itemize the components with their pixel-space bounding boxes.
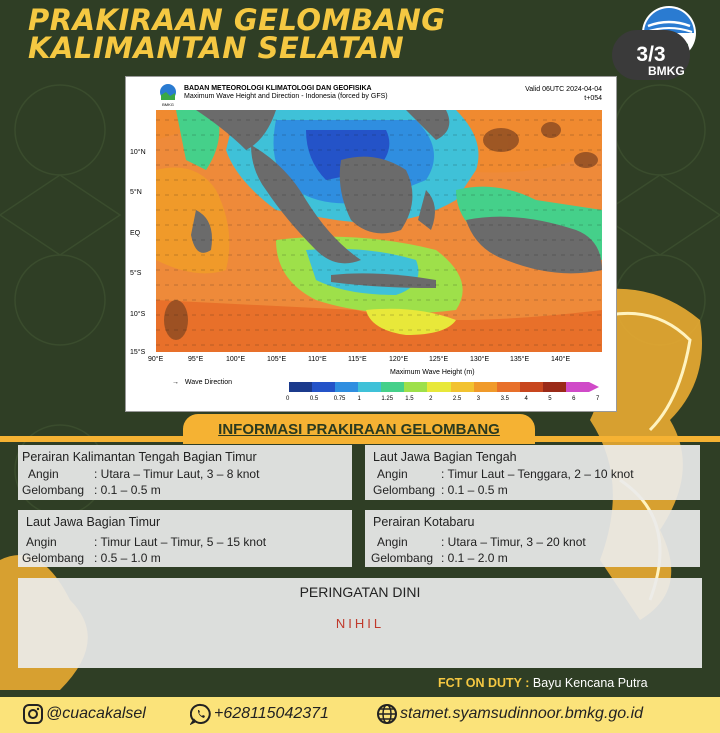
colorbar-segment <box>404 382 427 392</box>
lat-label: 10°S <box>130 311 146 318</box>
colorbar-tick-label: 6 <box>572 396 576 402</box>
page-indicator: 3/3 <box>612 30 690 80</box>
map-valid: Valid 06UTC 2024-04-04 <box>525 86 602 93</box>
title-line-2: KALIMANTAN SELATAN <box>28 31 405 65</box>
map-lead-time: t+054 <box>584 95 602 102</box>
gelombang-label: Gelombang <box>22 483 85 497</box>
lon-label: 95°E <box>188 356 204 363</box>
angin-label: Angin <box>28 467 59 481</box>
colorbar-tick-label: 2 <box>429 396 433 402</box>
lat-label: 10°N <box>130 149 146 156</box>
lon-label: 130°E <box>470 356 490 363</box>
area-card <box>18 445 352 500</box>
colorbar-segment <box>543 382 566 392</box>
lat-label: 15°S <box>130 349 146 356</box>
area-card <box>18 510 352 567</box>
map-valid-time <box>525 85 602 103</box>
whatsapp-link[interactable]: +628115042371 <box>214 705 329 722</box>
colorbar-segment <box>474 382 497 392</box>
area-name: Perairan Kalimantan Tengah Bagian Timur <box>22 450 257 464</box>
warning-value: NIHIL <box>335 616 385 631</box>
gelombang-value: : 0.1 – 2.0 m <box>441 551 508 565</box>
footer <box>0 697 720 733</box>
lon-label: 135°E <box>510 356 530 363</box>
colorbar-segment <box>520 382 543 392</box>
colorbar-segment <box>381 382 404 392</box>
fct-name: Bayu Kencana Putra <box>532 676 648 690</box>
colorbar-segment <box>451 382 474 392</box>
wave-direction-legend: → Wave Direction <box>172 379 233 386</box>
area-card <box>365 445 700 500</box>
colorbar-tick-label: 0 <box>286 396 290 402</box>
lon-label: 120°E <box>389 356 409 363</box>
map-bmkg-logo-icon <box>158 83 178 107</box>
colorbar-segment <box>289 382 312 392</box>
gelombang-value: : 0.1 – 0.5 m <box>94 483 161 497</box>
fct-on-duty <box>438 676 648 690</box>
angin-value: : Timur Laut – Timur, 5 – 15 knot <box>94 535 267 549</box>
legend-title: Maximum Wave Height (m) <box>390 369 475 376</box>
colorbar-segment <box>312 382 335 392</box>
colorbar-tick-label: 3 <box>476 396 481 402</box>
gelombang-label: Gelombang <box>373 483 436 497</box>
lat-label: EQ <box>130 230 141 237</box>
lon-label: 115°E <box>348 356 367 363</box>
colorbar-segment <box>358 382 381 392</box>
wave-direction-label: Wave Direction <box>184 379 233 386</box>
bmkg-logo-text: BMKG <box>648 64 685 78</box>
gelombang-label: Gelombang <box>22 551 85 565</box>
colorbar-segment <box>566 382 589 392</box>
angin-label: Angin <box>26 535 57 549</box>
gelombang-value: : 0.5 – 1.0 m <box>94 551 161 565</box>
early-warning-panel <box>18 578 702 668</box>
fct-label: FCT ON DUTY : <box>438 676 530 690</box>
lon-label: 90°E <box>148 356 164 363</box>
colorbar-tick-label: 3.5 <box>500 396 509 402</box>
warning-title: PERINGATAN DINI <box>299 584 421 600</box>
map-subtitle: Maximum Wave Height and Direction - Indonesia (forced by GFS) <box>184 93 388 100</box>
colorbar-tick-label: 1.5 <box>405 396 414 402</box>
lon-label: 100°E <box>226 356 246 363</box>
colorbar-tick-label: 4 <box>524 396 528 402</box>
lat-label: 5°N <box>130 189 142 196</box>
wave-height-colorbar <box>289 382 599 392</box>
title-line-1: PRAKIRAAN GELOMBANG <box>28 3 446 37</box>
wave-map <box>125 76 617 412</box>
colorbar-tick-label: 5 <box>548 396 552 402</box>
colorbar-segment <box>335 382 358 392</box>
angin-value: : Utara – Timur Laut, 3 – 8 knot <box>94 467 260 481</box>
colorbar-tick-label: 2.5 <box>452 396 462 402</box>
globe-icon <box>376 703 398 725</box>
instagram-link[interactable]: @cuacakalsel <box>46 705 146 722</box>
colorbar-arrow <box>589 382 599 392</box>
angin-label: Angin <box>377 467 408 481</box>
angin-value: : Timur Laut – Tenggara, 2 – 10 knot <box>441 467 634 481</box>
area-name: Perairan Kotabaru <box>373 515 475 529</box>
angin-value: : Utara – Timur, 3 – 20 knot <box>441 535 586 549</box>
colorbar-segment <box>427 382 450 392</box>
svg-text:BMKG: BMKG <box>162 102 174 107</box>
area-name: Laut Jawa Bagian Timur <box>26 515 161 529</box>
colorbar-tick-label: 0.5 <box>309 396 319 402</box>
wave-height-plot <box>156 110 602 352</box>
colorbar-tick-label: 7 <box>596 396 600 402</box>
lat-label: 5°S <box>130 270 142 277</box>
lon-label: 140°E <box>551 356 571 363</box>
map-org: BADAN METEOROLOGI KLIMATOLOGI DAN GEOFISIKA <box>184 85 372 92</box>
lon-label: 110°E <box>308 356 327 363</box>
colorbar-tick-label: 1.25 <box>381 396 394 402</box>
lon-label: 105°E <box>267 356 287 363</box>
gelombang-label: Gelombang <box>371 551 434 565</box>
instagram-icon <box>22 703 44 725</box>
colorbar-segment <box>497 382 520 392</box>
area-name: Laut Jawa Bagian Tengah <box>373 450 517 464</box>
colorbar-tick-label: 1 <box>357 396 361 402</box>
whatsapp-icon <box>190 703 212 725</box>
area-card <box>365 510 700 567</box>
lon-label: 125°E <box>429 356 449 363</box>
page-title <box>28 3 446 65</box>
angin-label: Angin <box>377 535 408 549</box>
info-title: INFORMASI PRAKIRAAN GELOMBANG <box>183 414 535 444</box>
gelombang-value: : 0.1 – 0.5 m <box>441 483 508 497</box>
colorbar-tick-label: 0.75 <box>333 396 346 402</box>
website-link[interactable]: stamet.syamsudinnoor.bmkg.go.id <box>400 705 644 722</box>
